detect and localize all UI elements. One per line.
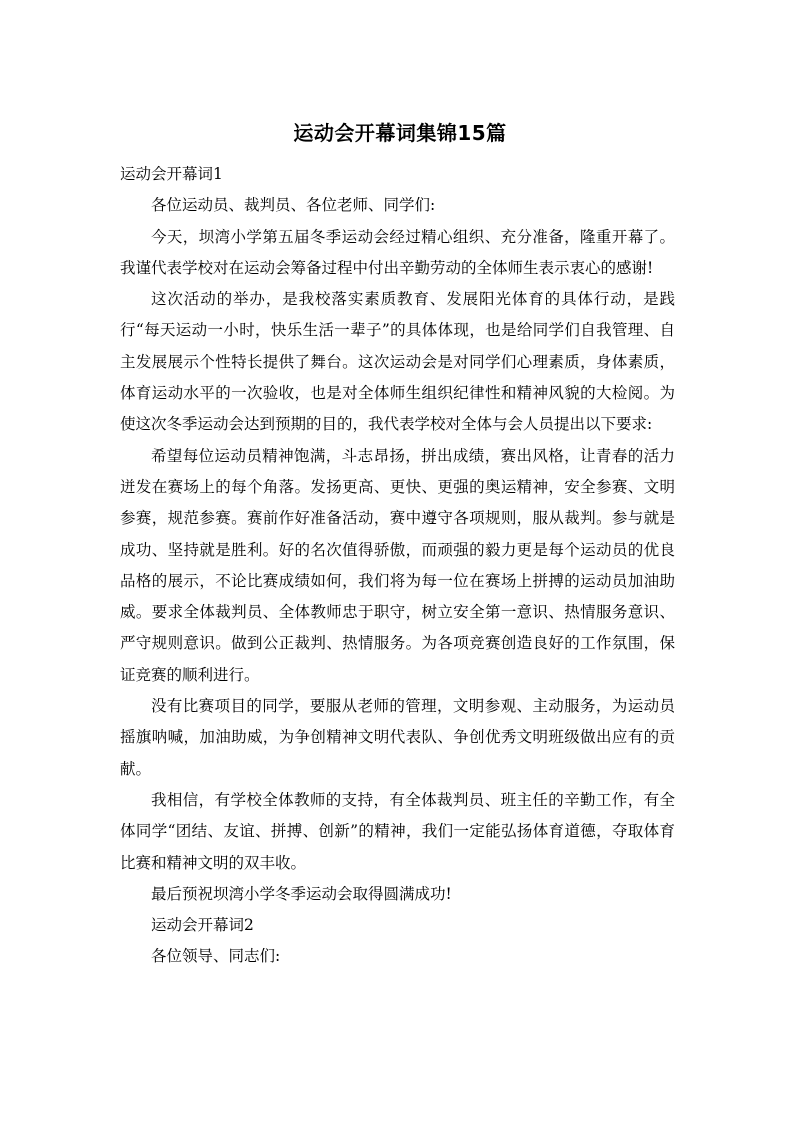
section-heading: 运动会开幕词1 [120,165,223,183]
paragraph: 最后预祝坝湾小学冬季运动会取得圆满成功! [151,884,452,903]
document-title: 运动会开幕词集锦15篇 [293,121,507,145]
paragraph: 希望每位运动员精神饱满，斗志昂扬，拼出成绩，赛出风格，让青春的活力迸发在赛场上的每个角落。发扬更高、更快、更强的奥运精神，安全参赛、文明参赛，规范参赛。赛前作好准备活动，赛中遵守各项规则，服从裁判。参与就是成功、坚持就是胜利。好的名次值得骄傲，而顽强的毅力更是每个运动员的优良品格的展示，不论比赛成绩如何，我们将为每一位在赛场上拼搏的运动员加油助威。要求全体裁判员、全体教师忠于职守，树立安全第一意识、热情服务意识、严守规则意识。做到公正裁判、热情服务。为各项竞赛创造良好的工作氛围，保证竞赛的顺利进行。 [120,446,675,684]
section-heading: 运动会开幕词2 [151,916,254,935]
salutation: 各位运动员、裁判员、各位老师、同学们: [151,196,436,215]
paragraph: 今天，坝湾小学第五届冬季运动会经过精心组织、充分准备，隆重开幕了。我谨代表学校对在运动会筹备过程中付出辛勤劳动的全体师生表示衷心的感谢! [120,227,675,277]
paragraph: 这次活动的举办，是我校落实素质教育、发展阳光体育的具体行动，是践行“每天运动一小时，快乐生活一辈子”的具体体现，也是给同学们自我管理、自主发展展示个性特长提供了舞台。这次运动会是对同学们心理素质，身体素质，体育运动水平的一次验收，也是对全体师生组织纪律性和精神风貌的大检阅。为使这次冬季运动会达到预期的目的，我代表学校对全体与会人员提出以下要求: [120,290,675,434]
document-body [120,159,675,973]
salutation: 各位领导、同志们: [151,947,281,966]
paragraph: 没有比赛项目的同学，要服从老师的管理，文明参观、主动服务，为运动员摇旗呐喊，加油助威，为争创精神文明代表队、争创优秀文明班级做出应有的贡献。 [120,697,675,778]
paragraph: 我相信，有学校全体教师的支持，有全体裁判员、班主任的辛勤工作，有全体同学“团结、友谊、拼搏、创新”的精神，我们一定能弘扬体育道德，夺取体育比赛和精神文明的双丰收。 [120,790,675,872]
